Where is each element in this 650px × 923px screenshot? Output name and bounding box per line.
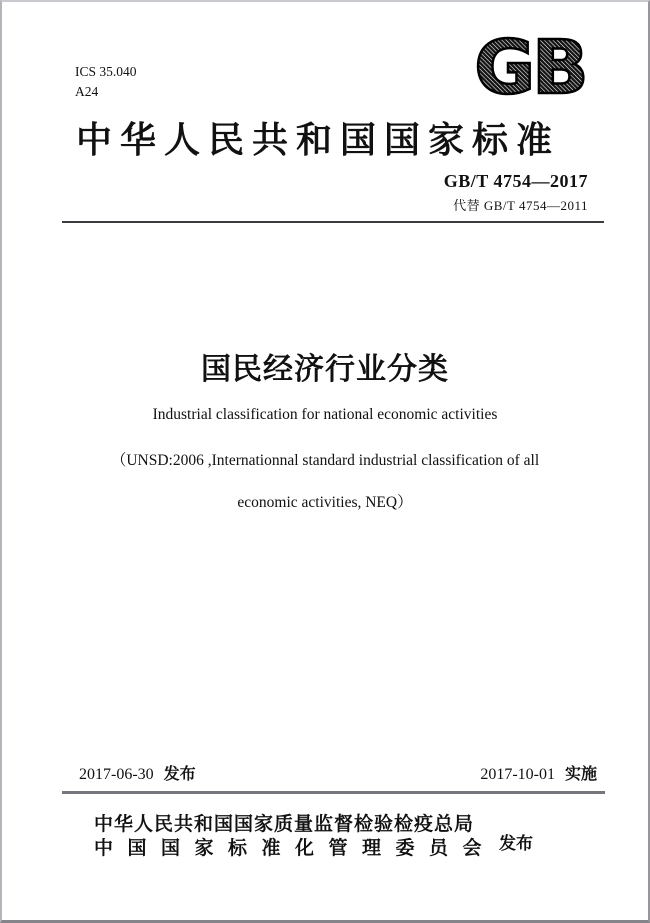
ics-classification-block: [75, 62, 137, 102]
header-divider-rule: [62, 221, 604, 223]
standard-number-block: [444, 171, 588, 214]
national-standard-header: 中华人民共和国国家标准: [76, 120, 561, 161]
dates-row: [79, 761, 597, 784]
english-subtitle-line1: （UNSD:2006 ,Internationnal standard industrial classification of all: [110, 452, 540, 469]
english-subtitle-line2: economic activities, NEQ）: [237, 494, 413, 511]
ics-code: ICS 35.040: [75, 64, 137, 79]
gb-logo: [450, 26, 610, 113]
issue-date-item: [79, 761, 196, 784]
issuer-block: [94, 813, 497, 860]
footer-divider-rule: [62, 791, 605, 794]
publish-label: 发布: [499, 834, 533, 854]
issue-date-label: 发布: [163, 764, 196, 783]
issue-date: 2017-06-30: [79, 766, 154, 783]
implement-date-item: [480, 761, 597, 784]
standard-number: GB/T 4754—2017: [443, 171, 588, 191]
gb-logo-text: GB: [474, 26, 586, 108]
replaces-note: 代替 GB/T 4754—2011: [453, 198, 588, 213]
document-title: 国民经济行业分类: [201, 352, 449, 387]
implement-date: 2017-10-01: [480, 766, 555, 783]
doc-class-code: A24: [75, 84, 99, 99]
issuer-line2: 中国国家标准化管理委员会: [94, 837, 497, 859]
implement-date-label: 实施: [564, 764, 597, 783]
english-title: Industrial classification for national economic activities: [152, 406, 498, 423]
issuer-line1: 中华人民共和国国家质量监督检验检疫总局: [94, 813, 475, 835]
